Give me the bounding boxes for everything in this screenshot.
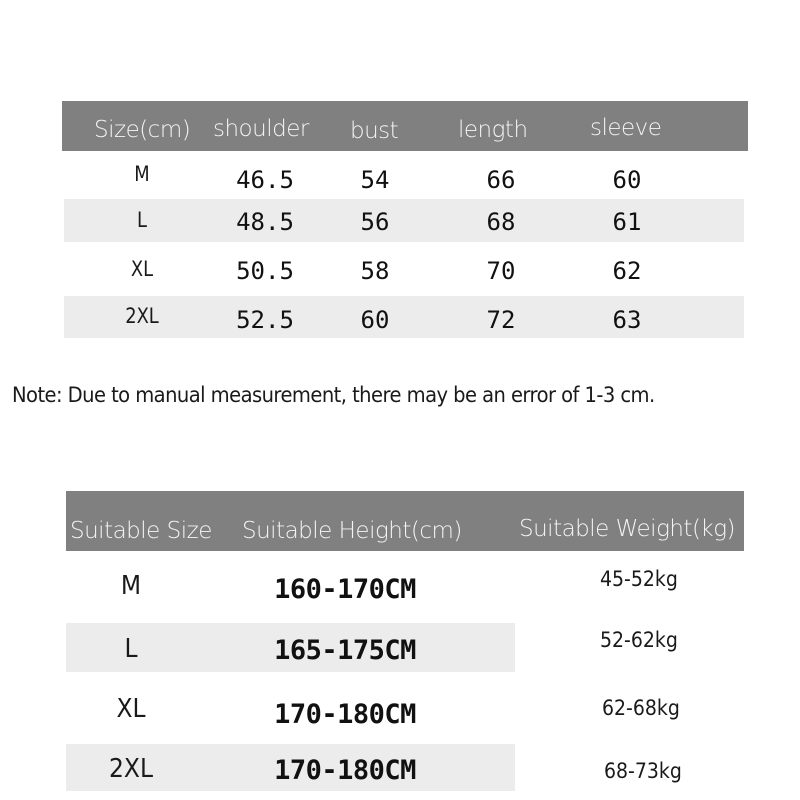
size-cell: M	[134, 162, 150, 186]
size-cell: L	[124, 634, 138, 664]
height-cell: 160-170CM	[274, 574, 416, 605]
size-cell: L	[137, 208, 147, 232]
shoulder-cell: 48.5	[236, 208, 294, 236]
weight-cell: 45-52kg	[600, 567, 678, 591]
shoulder-cell: 52.5	[236, 306, 294, 334]
header-size: Size(cm)	[94, 117, 191, 143]
size-cell: XL	[116, 694, 146, 724]
height-cell: 165-175CM	[274, 635, 416, 666]
weight-cell: 52-62kg	[600, 628, 678, 652]
header-suitable-size: Suitable Size	[70, 518, 212, 544]
sleeve-cell: 63	[612, 306, 642, 334]
header-suitable-height: Suitable Height(cm)	[242, 518, 462, 544]
header-shoulder: shoulder	[213, 116, 309, 142]
bust-cell: 56	[360, 208, 390, 236]
length-cell: 72	[486, 306, 516, 334]
size-cell: XL	[130, 257, 154, 281]
shoulder-cell: 50.5	[236, 257, 294, 285]
measurement-note: Note: Due to manual measurement, there may be an error of 1-3 cm.	[12, 383, 655, 407]
length-cell: 70	[486, 257, 516, 285]
bust-cell: 54	[360, 166, 390, 194]
size-cell: 2XL	[125, 304, 159, 328]
length-cell: 68	[486, 208, 516, 236]
shoulder-cell: 46.5	[236, 166, 294, 194]
height-cell: 170-180CM	[274, 699, 416, 730]
weight-cell: 62-68kg	[602, 696, 680, 720]
sleeve-cell: 62	[612, 257, 642, 285]
size-cell: 2XL	[109, 754, 153, 784]
length-cell: 66	[486, 166, 516, 194]
height-cell: 170-180CM	[274, 755, 416, 786]
header-suitable-weight: Suitable Weight(kg)	[519, 516, 736, 542]
header-sleeve: sleeve	[590, 115, 662, 141]
sleeve-cell: 60	[612, 166, 642, 194]
weight-cell: 68-73kg	[604, 759, 682, 783]
sleeve-cell: 61	[612, 208, 642, 236]
bust-cell: 60	[360, 306, 390, 334]
bust-cell: 58	[360, 257, 390, 285]
size-cell: M	[120, 571, 142, 601]
header-length: length	[458, 117, 528, 143]
header-bust: bust	[350, 118, 399, 144]
